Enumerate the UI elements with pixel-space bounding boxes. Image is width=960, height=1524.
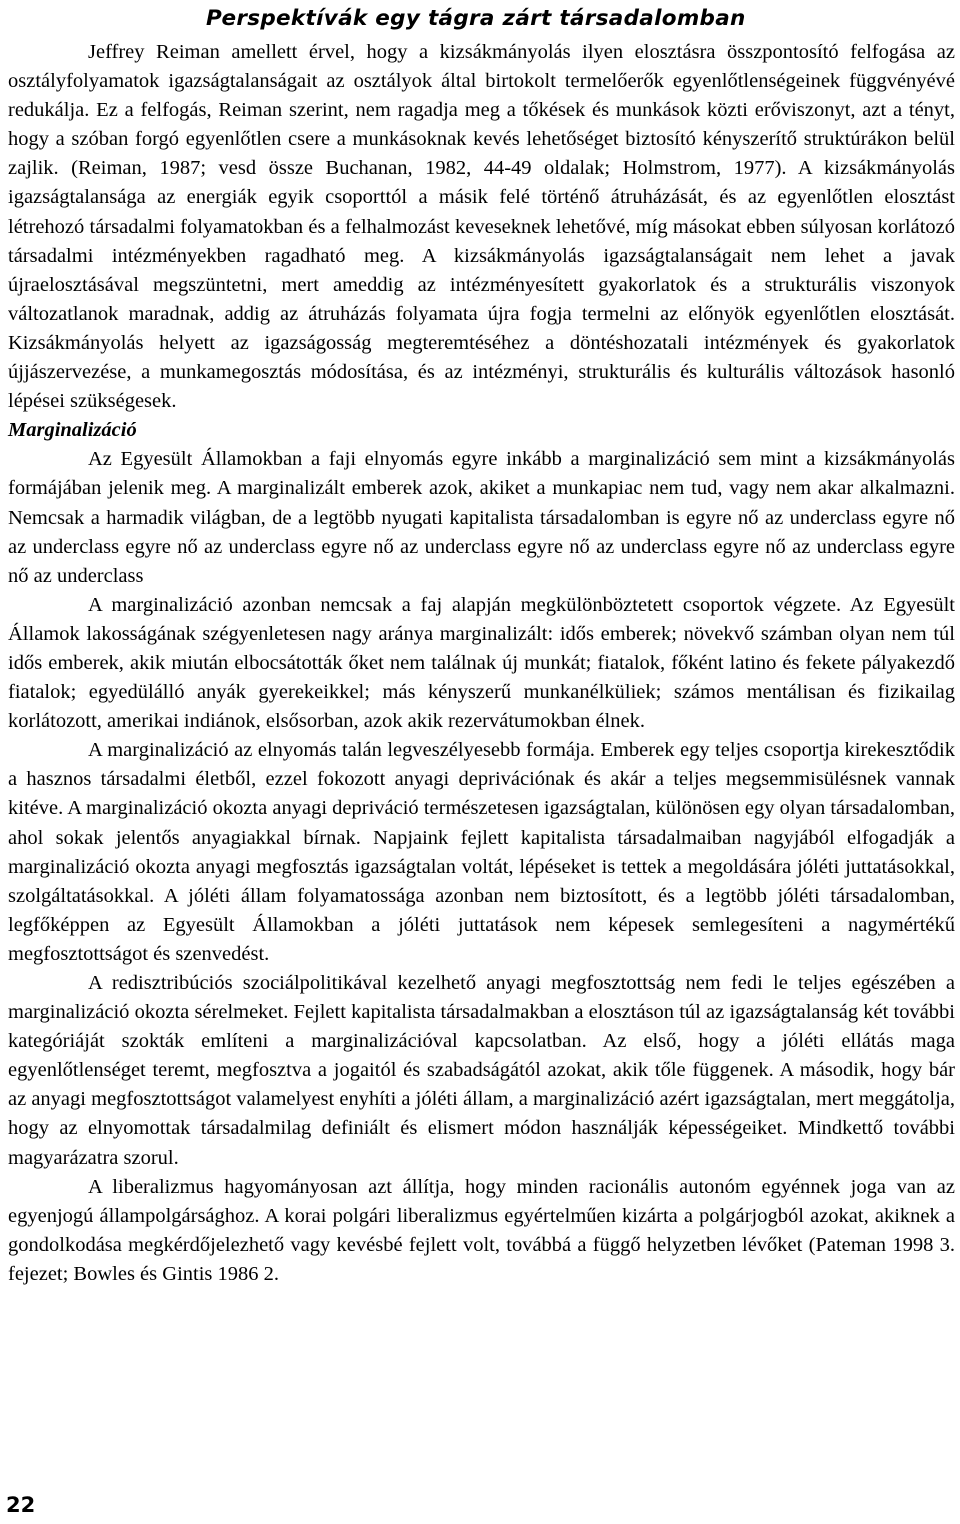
document-page [8, 0, 955, 1289]
section-heading: Marginalizáció [8, 419, 137, 442]
paragraph: A marginalizáció azonban nemcsak a faj alapján megkülönböztetett csoportok végzete. Az Egyesült Államok lakosságának szégyenletesen nagy aránya marginalizált: idős emberek; növekvő számban olyan nem túl idős emberek, akik miután elbocsátották őket nem találnak új munkát; fiatalok, főként latino és fekete pályakezdő fiatalok; egyedülálló anyák gyerekeikkel; más kényszerű munkanélküliek; számos mentálisan és fizikailag korlátozott, amerikai indiánok, elsősorban, azok akik rezervátumokban élnek. [8, 593, 955, 733]
paragraph: Jeffrey Reiman amellett érvel, hogy a kizsákmányolás ilyen elosztásra összpontosító felfogása az osztályfolyamatok igazságtalanságait az osztályok által birtokolt termelőerők egyenlőtlenségeinek függvényévé redukálja. Ez a felfogás, Reiman szerint, nem ragadja meg a tőkések és munkások közti erőviszonyt, azt a tényt, hogy a szóban forgó egyenlőtlen csere a munkásoknak kevés lehetőséget biztosító kényszerítő struktúrákon belül zajlik. (Reiman, 1987; vesd össze Buchanan, 1982, 44-49 oldalak; Holmstrom, 1977). A kizsákmányolás igazságtalansága az energiák egyik csoporttól a másik felé történő átruházását, és az egyenlőtlen elosztást létrehozó társadalmi folyamatokban és a felhalmozást keveseknek lehetővé, míg másokat ebben súlyosan korlátozó társadalmi intézményekben ragadható meg. A kizsákmányolás igazságtalanságait nem lehet a javak újraelosztásával megszüntetni, mert ameddig az intézményesített gyakorlatok és a strukturális viszonyok változatlanok maradnak, addig az átruházás folyamata újra fogja termelni az előnyök egyenlőtlen elosztását. Kizsákmányolás helyett az igazságosság megteremtéséhez a döntéshozatali intézmények és gyakorlatok újjászervezése, a munkamegosztás módosítása, és az intézményi, strukturális és kulturális változások hasonló lépései szükségesek. [8, 41, 955, 413]
paragraph: A liberalizmus hagyományosan azt állítja, hogy minden racionális autonóm egyénnek joga van az egyenjogú állampolgársághoz. A korai polgári liberalizmus egyértelműen kizárta a polgárjogból azokat, akiknek a gondolkodása megkérdőjelezhető vagy kevésbé fejlett volt, továbbá a függő helyzetben lévőket (Pateman 1998 3. fejezet; Bowles és Gintis 1986 2. [8, 1175, 955, 1285]
paragraph: A marginalizáció az elnyomás talán legveszélyesebb formája. Emberek egy teljes csoportja kirekesztődik a hasznos társadalmi életből, ezzel fokozott anyagi deprivációnak és akár a teljes megsemmisülésnek vannak kitéve. A marginalizáció okozta anyagi depriváció természetesen igazságtalan, különösen egy olyan társadalomban, ahol sokak jelentős anyagiakkal bírnak. Napjaink fejlett kapitalista társadalmaiban nagyjából elfogadják a marginalizáció okozta anyagi megfosztás igazságtalan voltát, lépéseket is tettek a megoldására jóléti juttatásokkal, szolgáltatásokkal. A jóléti állam folyamatossága azonban nem biztosított, és a legtöbb jóléti társadalomban, legfőképpen az Egyesült Államokban a jóléti juttatások nem képesek semlegesíteni a nagymértékű megfosztottságot és szenvedést. [8, 739, 955, 965]
running-header-title: Perspektívák egy tágra zárt társadalomban [206, 6, 746, 31]
paragraph: Az Egyesült Államokban a faji elnyomás egyre inkább a marginalizáció sem mint a kizsákmányolás formájában jelenik meg. A marginalizált emberek azok, akiket a munkapiac nem tud, vagy nem akar alkalmazni. Nemcsak a harmadik világban, de a legtöbb nyugati kapitalista társadalomban is egyre nő az underclass egyre nő az underclass egyre nő az underclass egyre nő az underclass egyre nő az underclass egyre nő az underclass egyre nő az underclass [8, 448, 955, 587]
page-number: 22 [6, 1493, 36, 1517]
paragraph: A redisztribúciós szociálpolitikával kezelhető anyagi megfosztottság nem fedi le teljes egészében a marginalizáció okozta sérelmeket. Fejlett kapitalista társadalmakban a elosztáson túl az igazságtalanság két további kategóriáját szokták említeni a marginalizációval kapcsolatban. Az első, hogy a jóléti ellátás maga egyenlőtlenséget teremt, megfosztva a jogaitól és szabadságától azokat, akik tőle függenek. A második, hogy bár az anyagi megfosztottságot valamelyest enyhíti a jóléti állam, a marginalizáció azért igazságtalan, mert meggátolja, hogy az elnyomottak társadalmilag definiált és elismert módon használják képességeiket. Mindkettő további magyarázatra szorul. [8, 972, 955, 1169]
